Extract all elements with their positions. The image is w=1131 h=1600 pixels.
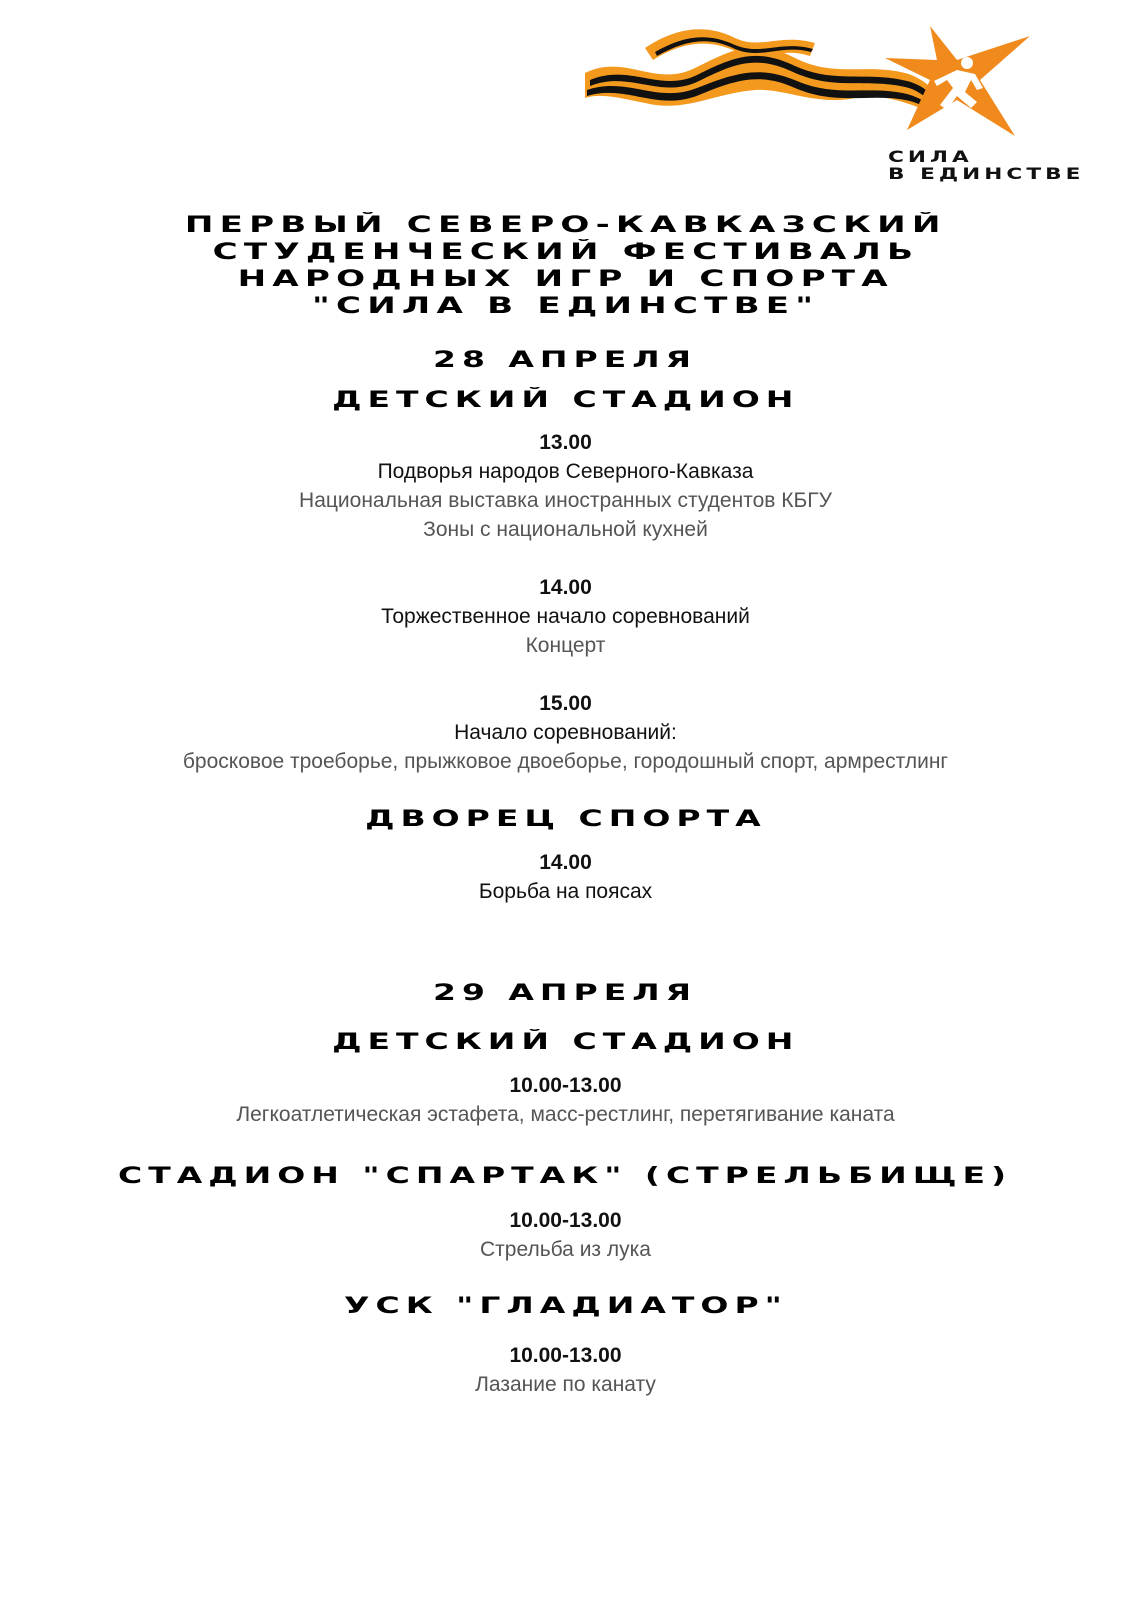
day1-date-heading: 28 АПРЕЛЯ bbox=[433, 348, 698, 373]
day1-v1-event-1: Подворья народов Северного-Кавказа bbox=[377, 460, 754, 483]
title-line-1: ПЕРВЫЙ СЕВЕРО-КАВКАЗСКИЙ bbox=[184, 213, 947, 238]
title-line-2: СТУДЕНЧЕСКИЙ ФЕСТИВАЛЬ bbox=[212, 240, 919, 265]
day2-v1-event-1: Легкоатлетическая эстафета, масс-рестлинг, перетягивание каната bbox=[236, 1103, 895, 1126]
logo-line-1: СИЛА bbox=[888, 147, 973, 166]
day1-venue1-heading: ДЕТСКИЙ СТАДИОН bbox=[331, 388, 800, 413]
day2-venue3-heading: УСК "ГЛАДИАТОР" bbox=[343, 1294, 788, 1319]
title-line-3: НАРОДНЫХ ИГР И СПОРТА bbox=[237, 267, 894, 292]
day1-v1-event-1-sub-1: Национальная выставка иностранных студентов КБГУ bbox=[299, 489, 832, 512]
day2-v2-time-1: 10.00-13.00 bbox=[509, 1209, 622, 1232]
day2-v2-event-1: Стрельба из лука bbox=[480, 1238, 651, 1261]
title-line-4: "СИЛА В ЕДИНСТВЕ" bbox=[311, 294, 820, 319]
day2-venue2-heading: СТАДИОН "СПАРТАК" (СТРЕЛЬБИЩЕ) bbox=[118, 1164, 1013, 1189]
day1-v1-event-3: Начало соревнований: bbox=[454, 721, 677, 744]
day1-v1-event-2: Торжественное начало соревнований bbox=[381, 605, 750, 628]
day1-v1-event-3-sub-1: бросковое троеборье, прыжковое двоеборье, городошный спорт, армрестлинг bbox=[182, 750, 949, 773]
day2-v3-time-1: 10.00-13.00 bbox=[509, 1344, 622, 1367]
day2-v3-event-1: Лазание по канату bbox=[475, 1373, 656, 1396]
day1-v2-event-1: Борьба на поясах bbox=[478, 880, 653, 903]
day1-v1-time-3: 15.00 bbox=[539, 692, 592, 715]
ribbon-star-emblem bbox=[585, 18, 1045, 148]
day1-v1-time-2: 14.00 bbox=[539, 576, 592, 599]
day2-date-heading: 29 АПРЕЛЯ bbox=[433, 981, 698, 1006]
day1-v2-time-1: 14.00 bbox=[539, 851, 592, 874]
day2-v1-time-1: 10.00-13.00 bbox=[509, 1074, 622, 1097]
day1-v1-event-1-sub-2: Зоны с национальной кухней bbox=[423, 518, 708, 541]
logo-line-2: В ЕДИНСТВЕ bbox=[888, 164, 1085, 183]
day1-venue2-heading: ДВОРЕЦ СПОРТА bbox=[364, 807, 767, 832]
day2-venue1-heading: ДЕТСКИЙ СТАДИОН bbox=[331, 1030, 800, 1055]
festival-logo bbox=[585, 18, 1085, 198]
day1-v1-event-2-sub-1: Концерт bbox=[525, 634, 606, 657]
day1-v1-time-1: 13.00 bbox=[539, 431, 592, 454]
logo-wordmark bbox=[888, 148, 1084, 182]
